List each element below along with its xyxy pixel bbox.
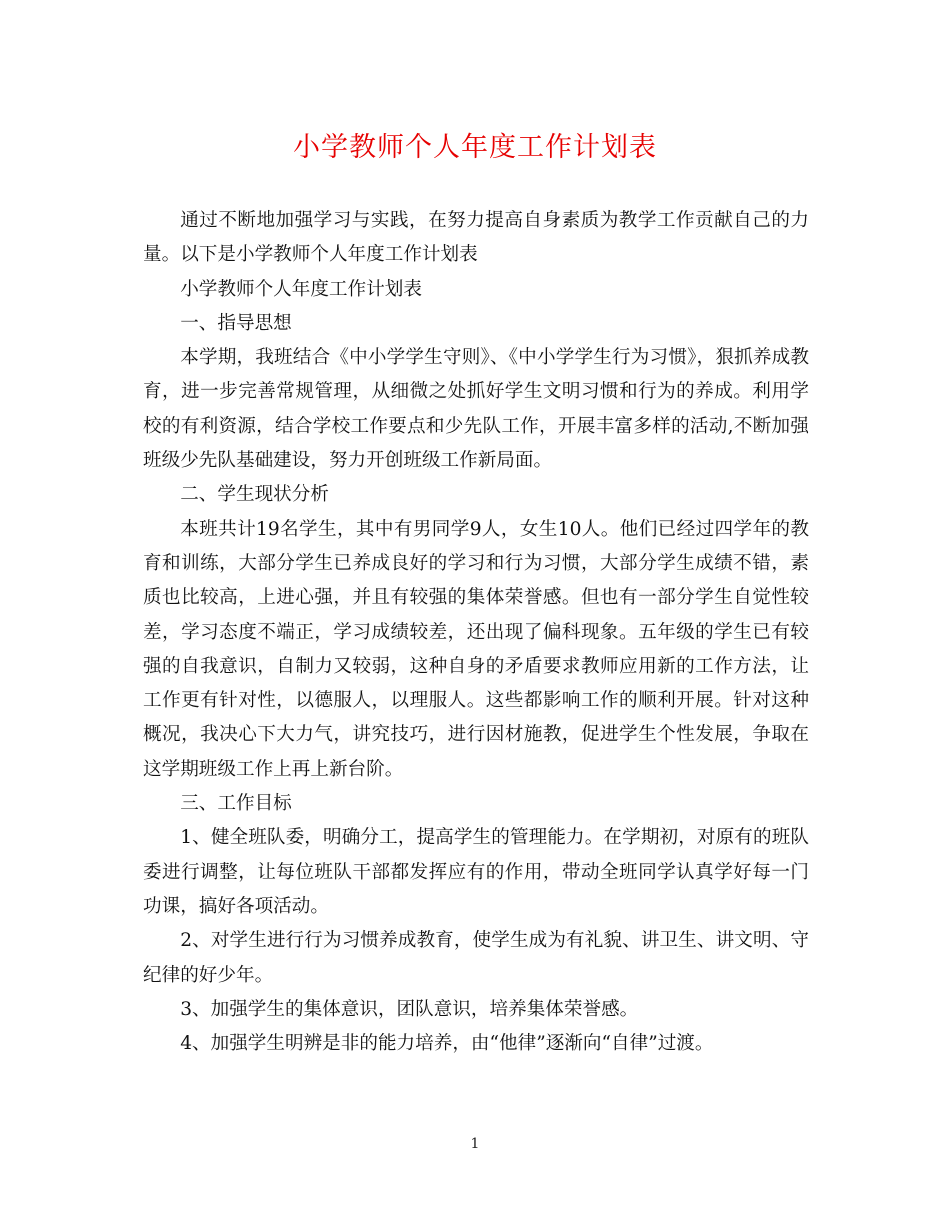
paragraph-subtitle: 小学教师个人年度工作计划表 xyxy=(180,278,422,300)
paragraph-student-analysis: 本班共计19名学生，其中有男同学9人，女生10人。他们已经过四学年的教育和训练，大部分学生已养成良好的学习和行为习惯，大部分学生成绩不错，素质也比较高，上进心强，并且有较强的集体荣誉感。但也有一部分学生自觉性较差，学习态度不端正，学习成绩较差，还出现了偏科现象。五年级的学生已有较强的自我意识，自制力又较弱，这种自身的矛盾要求教师应用新的工作方法，让工作更有针对性，以德服人，以理服人。这些都影响工作的顺利开展。针对这种概况，我决心下大力气，讲究技巧，进行因材施教，促进学生个性发展，争取在这学期班级工作上再上新台阶。 xyxy=(143,518,809,780)
paragraph-guiding-thought: 本学期，我班结合《中小学学生守则》、《中小学学生行为习惯》，狠抓养成教育，进一步完善常规管理，从细微之处抓好学生文明习惯和行为的养成。利用学校的有利资源，结合学校工作要点和少先队工作，开展丰富多样的活动,不断加强班级少先队基础建设，努力开创班级工作新局面。 xyxy=(143,347,809,472)
section-heading-3: 三、工作目标 xyxy=(180,793,292,815)
page-title: 小学教师个人年度工作计划表 xyxy=(293,132,657,163)
section-heading-2: 二、学生现状分析 xyxy=(180,484,329,506)
section-heading-1: 一、指导思想 xyxy=(180,312,292,334)
goal-item-3: 3、加强学生的集体意识，团队意识，培养集体荣誉感。 xyxy=(180,998,639,1020)
paragraph-intro: 通过不断地加强学习与实践，在努力提高自身素质为教学工作贡献自己的力量。以下是小学教师个人年度工作计划表 xyxy=(143,210,809,266)
goal-item-2: 2、对学生进行行为习惯养成教育，使学生成为有礼貌、讲卫生、讲文明、守纪律的好少年。 xyxy=(143,930,809,986)
goal-item-1: 1、健全班队委，明确分工，提高学生的管理能力。在学期初，对原有的班队委进行调整，让每位班队干部都发挥应有的作用，带动全班同学认真学好每一门功课，搞好各项活动。 xyxy=(143,827,809,917)
page-number: 1 xyxy=(470,1136,480,1152)
document-body xyxy=(143,204,809,1061)
goal-item-4: 4、加强学生明辨是非的能力培养，由“他律”逐渐向“自律”过渡。 xyxy=(180,1033,714,1055)
